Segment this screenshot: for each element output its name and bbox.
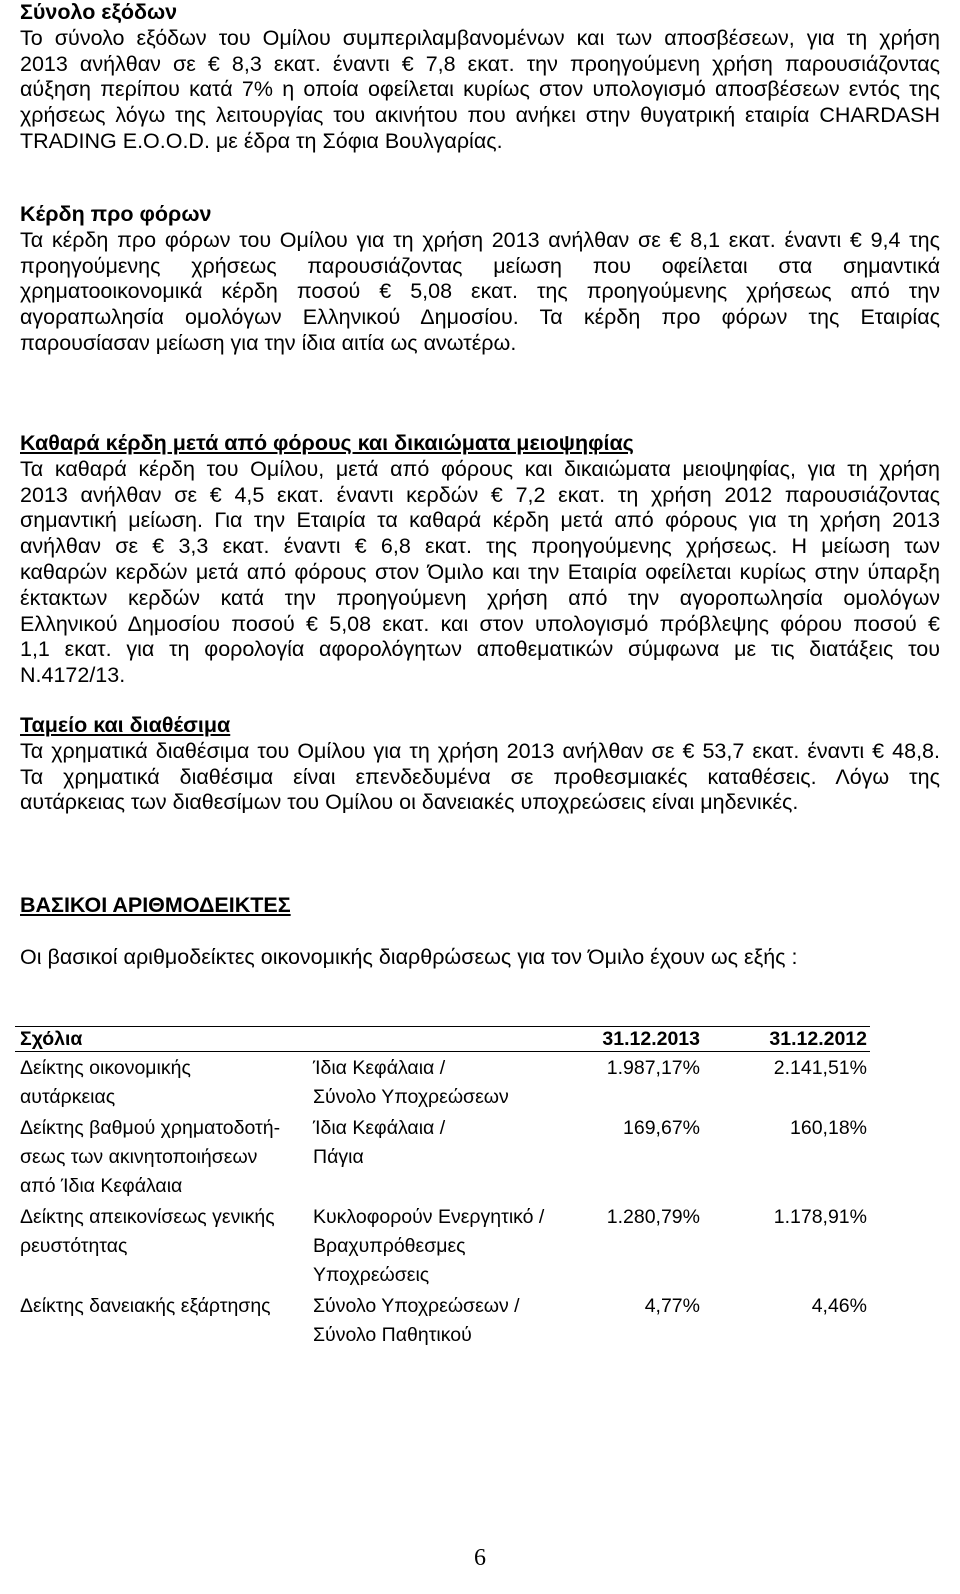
ratio-formula	[305, 1052, 575, 1113]
section-total-expenses	[20, 0, 940, 155]
section-pretax-profit	[20, 202, 940, 357]
ratio-formula-line: Πάγια	[313, 1146, 364, 1168]
ratio-formula-line: Σύνολο Υποχρεώσεων	[313, 1086, 509, 1108]
ratio-formula-line: Σύνολο Υποχρεώσεων /	[313, 1295, 520, 1317]
ratio-name-line: αυτάρκειας	[20, 1086, 116, 1108]
ratio-value-2013: 1.280,79%	[606, 1206, 700, 1228]
ratio-name-line: από Ίδια Κεφάλαια	[20, 1175, 183, 1197]
section-heading: Σύνολο εξόδων	[20, 0, 178, 24]
body-line: χρήσεως λόγω της λειτουργίας του ακινήτου που ανήκει στην θυγατρική εταιρία CHARDASH	[20, 103, 940, 128]
ratio-name-line: σεως των ακινητοποιήσεων	[20, 1146, 258, 1168]
ratio-value-2013: 4,77%	[644, 1295, 700, 1317]
body-line: 1,1 εκατ. για τη φορολογία αφορολόγητων αποθεματικών σύμφωνα με τις διατάξεις του	[20, 637, 940, 662]
body-line: έκτακτων κερδών κατά την προηγούμενη χρήση από την αγοροπωλησία ομολόγων	[20, 585, 940, 610]
body-line: αύξηση περίπου κατά 7% η οποία οφείλεται κυρίως στον υπολογισμό αποσβέσεων εντός της	[20, 77, 940, 102]
ratio-name	[15, 1290, 305, 1350]
page-number: 6	[474, 1545, 486, 1571]
table-row	[15, 1290, 870, 1350]
ratio-formula-line: Κυκλοφορούν Ενεργητικό /	[313, 1206, 545, 1228]
ratio-value-2012: 2.141,51%	[773, 1057, 867, 1079]
ratios-intro: Οι βασικοί αριθμοδείκτες οικονομικής διαρθρώσεως για τον Όμιλο έχουν ως εξής :	[20, 945, 798, 969]
ratio-name-line: Δείκτης οικονομικής	[20, 1057, 191, 1079]
table-row	[15, 1201, 870, 1290]
ratio-formula-line: Ίδια Κεφάλαια /	[313, 1057, 446, 1079]
header-2013: 31.12.2013	[575, 1027, 705, 1052]
ratio-name-line: Δείκτης απεικονίσεως γενικής	[20, 1206, 275, 1228]
ratio-name-line: Δείκτης βαθμού χρηματοδοτή-	[20, 1117, 281, 1139]
body-line: Το σύνολο εξόδων του Ομίλου συμπεριλαμβανομένων και των αποσβέσεων, για τη χρήση	[20, 25, 940, 50]
ratio-formula	[305, 1112, 575, 1201]
ratio-formula-line: Βραχυπρόθεσμες	[313, 1235, 466, 1257]
section-net-profit	[20, 431, 940, 689]
ratio-value-2012: 160,18%	[790, 1117, 867, 1139]
section-heading: Κέρδη προ φόρων	[20, 202, 212, 226]
table-header-row	[15, 1027, 870, 1052]
body-line: αγοραπωλησία ομολόγων Ελληνικού Δημοσίου. Τα κέρδη προ φόρων της Εταιρίας	[20, 305, 940, 330]
ratios-table	[15, 1026, 870, 1350]
body-line: 2013 ανήλθαν σε € 4,5 εκατ. έναντι κερδών € 7,2 εκατ. τη χρήση 2012 παρουσιάζοντας	[20, 482, 940, 507]
body-line: προηγούμενης χρήσεως παρουσιάζοντας μείωση που οφείλεται στα σημαντικά	[20, 253, 940, 278]
section-heading: Ταμείο και διαθέσιμα	[20, 713, 231, 737]
ratio-formula-line: Ίδια Κεφάλαια /	[313, 1117, 446, 1139]
ratio-name	[15, 1201, 305, 1290]
header-comments: Σχόλια	[15, 1027, 305, 1052]
body-line: ανήλθαν σε € 3,3 εκατ. έναντι € 6,8 εκατ. της προηγούμενης χρήσεως. Η μείωση των	[20, 534, 940, 559]
ratio-value-2013: 169,67%	[623, 1117, 700, 1139]
table-row	[15, 1052, 870, 1113]
body-line: παρουσίασαν μείωση για την ίδια αιτία ως ανωτέρω.	[20, 330, 517, 355]
body-line: 2013 ανήλθαν σε € 8,3 εκατ. έναντι € 7,8 εκατ. την προηγούμενη χρήση παρουσιάζοντας	[20, 51, 940, 76]
ratio-value-2013: 1.987,17%	[606, 1057, 700, 1079]
section-heading: Καθαρά κέρδη μετά από φόρους και δικαιώματα μειοψηφίας	[20, 431, 634, 455]
table-row	[15, 1112, 870, 1201]
ratio-value-2012: 4,46%	[811, 1295, 867, 1317]
ratio-value-2012: 1.178,91%	[773, 1206, 867, 1228]
header-2012: 31.12.2012	[705, 1027, 870, 1052]
body-line: Τα χρηματικά διαθέσιμα είναι επενδεδυμένα σε προθεσμιακές καταθέσεις. Λόγω της	[20, 764, 940, 789]
body-line: Τα κέρδη προ φόρων του Ομίλου για τη χρήση 2013 ανήλθαν σε € 8,1 εκατ. έναντι € 9,4 της	[20, 227, 940, 252]
section-ratios	[20, 893, 940, 919]
header-formula	[305, 1027, 575, 1052]
ratio-name-line: Δείκτης δανειακής εξάρτησης	[20, 1295, 271, 1317]
body-line: TRADING E.O.O.D. με έδρα τη Σόφια Βουλγαρίας.	[20, 128, 503, 153]
section-cash	[20, 713, 940, 816]
ratios-heading: ΒΑΣΙΚΟΙ ΑΡΙΘΜΟΔΕΙΚΤΕΣ	[20, 893, 291, 917]
body-line: καθαρών κερδών μετά από φόρους στον Όμιλο και την Εταιρία οφείλεται κυρίως στην ύπαρξη	[20, 559, 940, 584]
body-line: Τα χρηματικά διαθέσιμα του Ομίλου για τη χρήση 2013 ανήλθαν σε € 53,7 εκατ. έναντι € 48,8.	[20, 738, 940, 763]
ratio-formula	[305, 1290, 575, 1350]
body-line: χρηματοοικονομικά κέρδη ποσού € 5,08 εκατ. της προηγούμενης χρήσεως από την	[20, 279, 940, 304]
ratio-formula-line: Υποχρεώσεις	[313, 1264, 430, 1286]
ratio-formula	[305, 1201, 575, 1290]
ratio-name-line: ρευστότητας	[20, 1235, 128, 1257]
body-line: σημαντική μείωση. Για την Εταιρία τα καθαρά κέρδη μετά από φόρους για τη χρήση 2013	[20, 508, 940, 533]
body-line: Ν.4172/13.	[20, 663, 126, 688]
ratio-name	[15, 1052, 305, 1113]
body-line: Τα καθαρά κέρδη του Ομίλου, μετά από φόρους και δικαιώματα μειοψηφίας, για τη χρήση	[20, 456, 940, 481]
body-line: Ελληνικού Δημοσίου ποσού € 5,08 εκατ. και στον υπολογισμό πρόβλεψης φόρου ποσού €	[20, 611, 940, 636]
ratio-formula-line: Σύνολο Παθητικού	[313, 1324, 472, 1346]
ratio-name	[15, 1112, 305, 1201]
body-line: αυτάρκειας των διαθεσίμων του Ομίλου οι δανειακές υποχρεώσεις είναι μηδενικές.	[20, 790, 799, 815]
